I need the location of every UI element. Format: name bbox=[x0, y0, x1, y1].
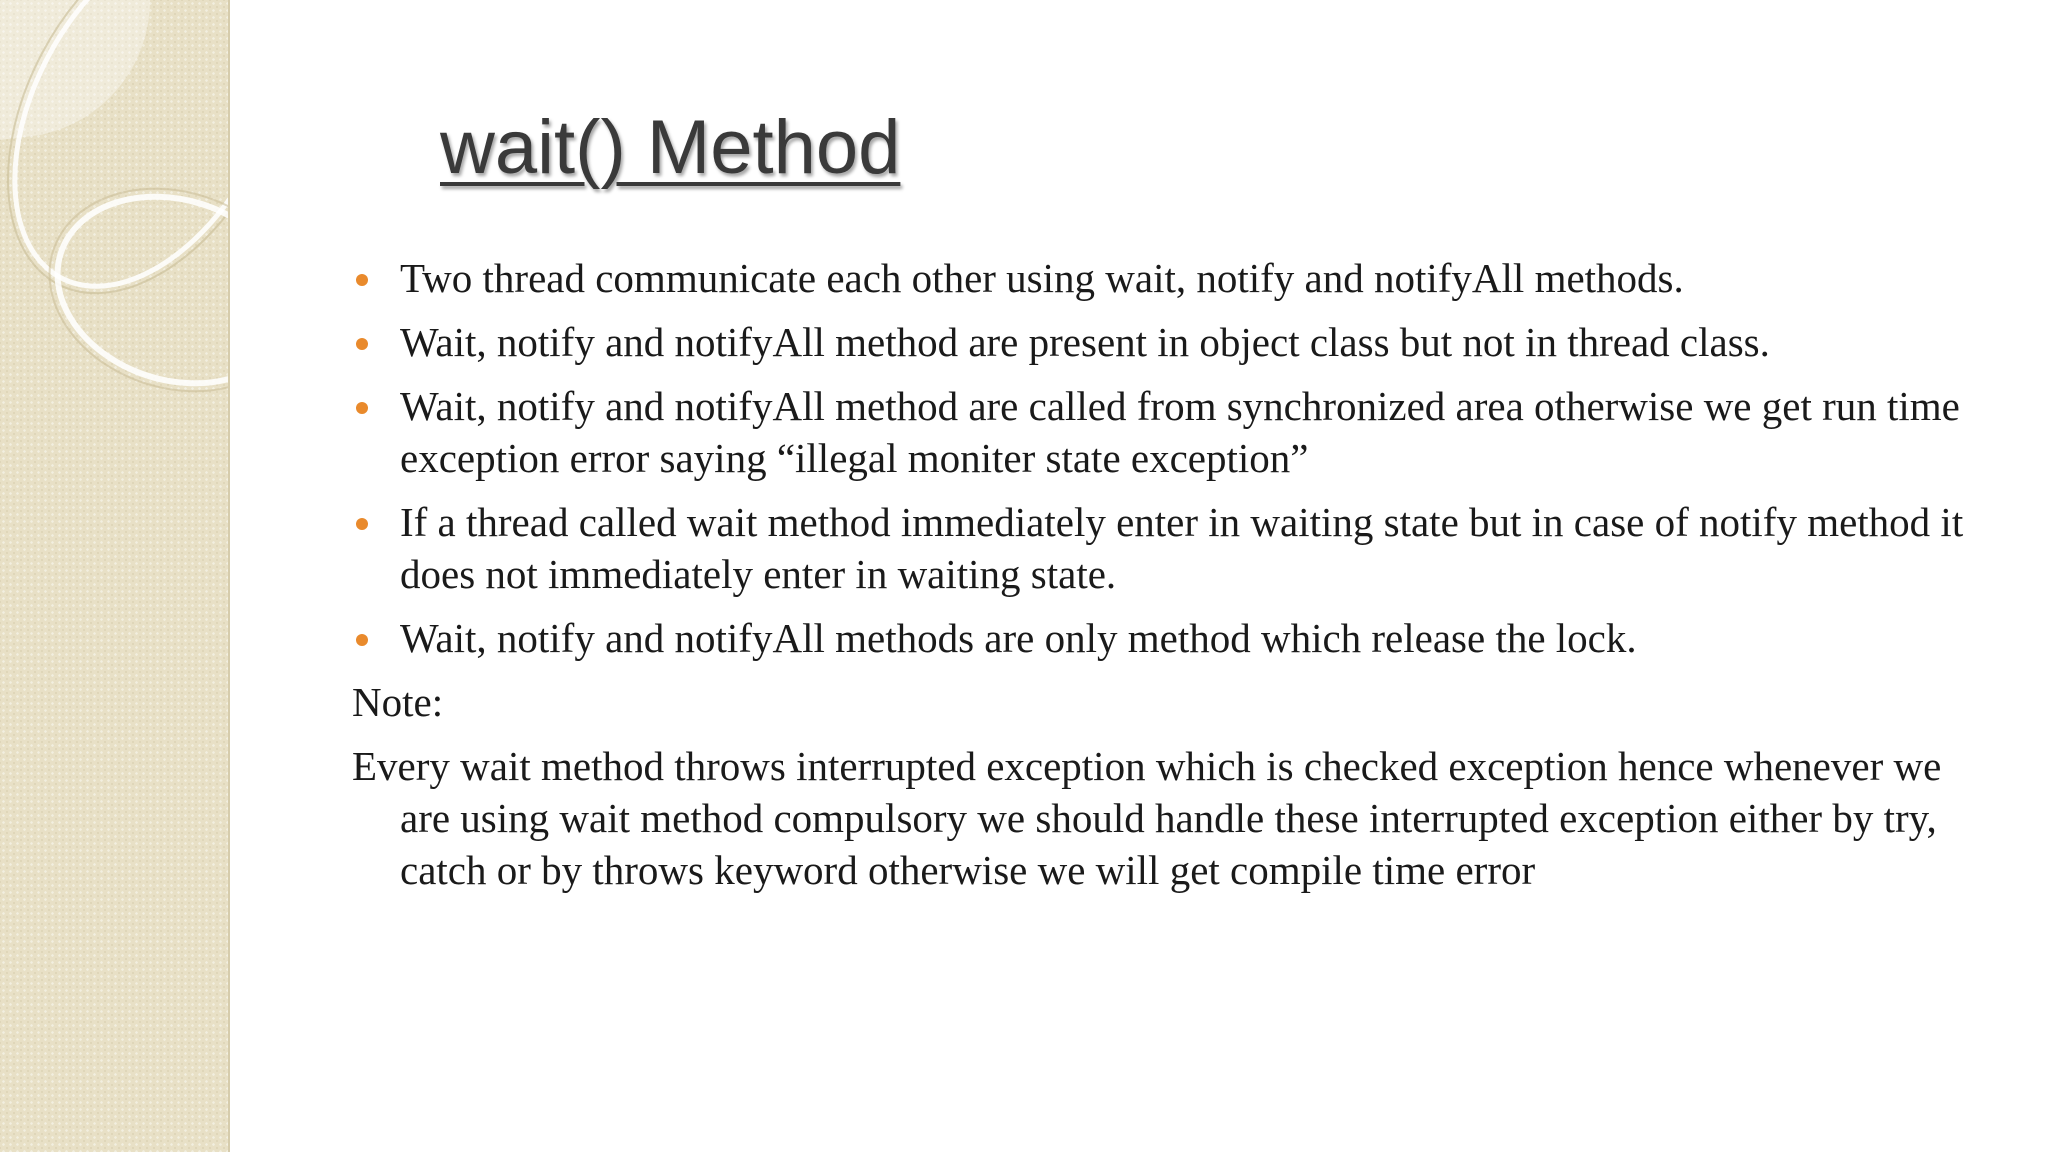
bullet-text: Wait, notify and notifyAll methods are only method which release the lock. bbox=[400, 615, 1637, 661]
bullet-item bbox=[352, 252, 1972, 304]
bullet-item bbox=[352, 316, 1972, 368]
bullet-dot-icon bbox=[356, 634, 368, 646]
bullet-text: Wait, notify and notifyAll method are called from synchronized area otherwise we get run time exception error saying “illegal moniter state exception” bbox=[400, 383, 1960, 481]
bullet-text: If a thread called wait method immediately enter in waiting state but in case of notify method it does not immediately enter in waiting state. bbox=[400, 499, 1964, 597]
bullet-text: Two thread communicate each other using wait, notify and notifyAll methods. bbox=[400, 255, 1684, 301]
note-label: Note: bbox=[352, 679, 444, 725]
note-text: Every wait method throws interrupted exception which is checked exception hence whenever we are using wait method compulsory we should handle these interrupted exception either by try, catch or by throws keyword otherwise we will get compile time error bbox=[352, 743, 1942, 893]
slide-title: wait() Method bbox=[440, 105, 901, 190]
bullet-item bbox=[352, 380, 1972, 484]
slide-body bbox=[352, 252, 1972, 896]
bullet-item bbox=[352, 612, 1972, 664]
bullet-dot-icon bbox=[356, 338, 368, 350]
bullet-list bbox=[352, 252, 1972, 664]
bullet-item bbox=[352, 496, 1972, 600]
decorative-swirl-rings bbox=[0, 0, 228, 1152]
bullet-text: Wait, notify and notifyAll method are present in object class but not in thread class. bbox=[400, 319, 1770, 365]
decorative-side-panel bbox=[0, 0, 230, 1152]
bullet-dot-icon bbox=[356, 274, 368, 286]
bullet-dot-icon bbox=[356, 518, 368, 530]
bullet-dot-icon bbox=[356, 402, 368, 414]
